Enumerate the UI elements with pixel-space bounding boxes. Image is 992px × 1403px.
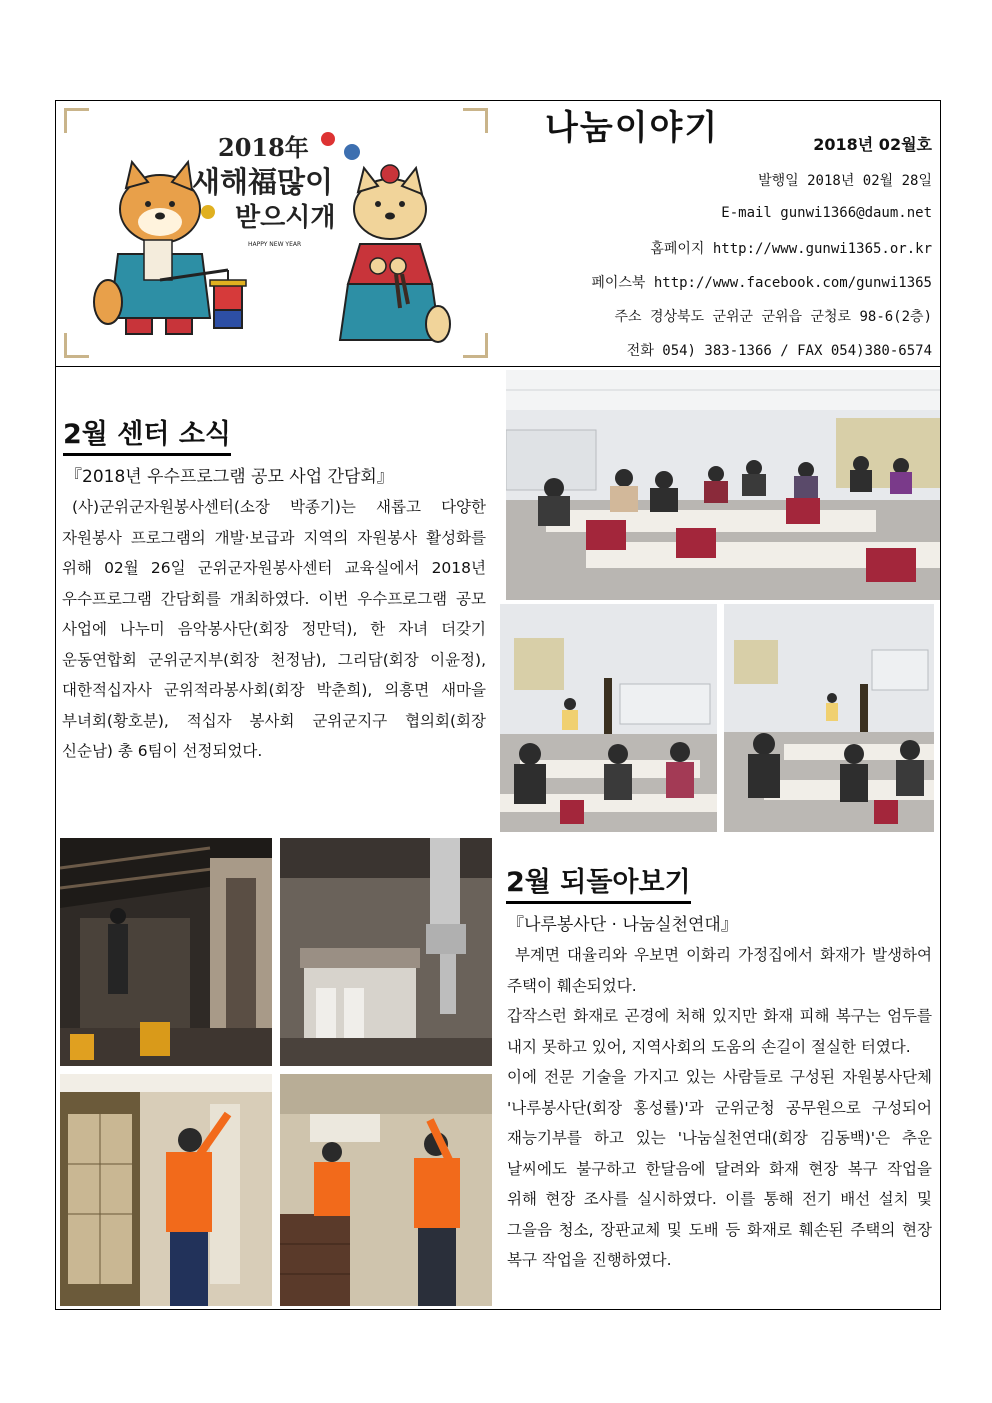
corner-ornament: [463, 108, 488, 133]
email-line: E-mail gunwi1366@daum.net: [721, 205, 932, 221]
section2-title: 2월 되돌아보기: [506, 860, 691, 904]
banner-small-text: HAPPY NEW YEAR: [248, 241, 302, 248]
corner-ornament: [463, 333, 488, 358]
section2-body: [507, 940, 932, 1276]
newsletter-title: 나눔이야기: [545, 108, 720, 148]
banner-line-2: 새해福많이: [192, 165, 334, 199]
fire-damage-photo-2: [280, 838, 492, 1066]
corner-ornament: [64, 108, 89, 133]
banner-year: 2018年: [218, 133, 309, 162]
meeting-photo-main: [506, 370, 940, 600]
publish-date: 발행일 2018년 02월 28일: [758, 173, 932, 189]
phone-fax-line: 전화 054) 383-1366 / FAX 054)380-6574: [626, 343, 932, 359]
issue-label: 2018년 02월호: [813, 135, 932, 154]
address-line: 주소 경상북도 군위군 군위읍 군청로 98-6(2층): [614, 309, 932, 325]
section2-paragraph-1: 부계면 대율리와 우보면 이화리 가정집에서 화재가 발생하여 주택이 훼손되었다.: [507, 946, 932, 995]
section2-paragraph-2: 갑작스런 화재로 곤경에 처해 있지만 화재 피해 복구는 엄두를 내지 못하고 있어, 지역사회의 도움의 손길이 절실한 터였다.: [507, 1007, 932, 1056]
section1-body: [62, 492, 486, 767]
homepage-line: 홈페이지 http://www.gunwi1365.or.kr: [650, 241, 932, 257]
banner-illustration: [60, 104, 492, 362]
meeting-photo-right: [724, 604, 934, 832]
section1-title: 2월 센터 소식: [63, 412, 231, 456]
header-divider: [55, 366, 941, 367]
section2-subtitle: 『나루봉사단 · 나눔실천연대』: [507, 915, 738, 935]
fire-damage-photo-1: [60, 838, 272, 1066]
meeting-photo-left: [500, 604, 717, 832]
repair-work-photo-2: [280, 1074, 492, 1306]
new-year-banner: [60, 104, 492, 362]
section2-paragraph-3: 이에 전문 기술을 가지고 있는 사람들로 구성된 자원봉사단체 '나루봉사단(회장 홍성률)'과 군위군청 공무원으로 구성되어 재능기부를 하고 있는 '나눔실천연대(회장 김동백)'은 추운 날씨에도 불구하고 한달음에 달려와 화재 현장 복구 작업을 위해 현장 조사를 실시하였다. 이를 통해 전기 배선 설치 및 그을음 청소, 장판교체 및 도배 등 화재로 훼손된 주택의 현장 복구 작업을 진행하였다.: [507, 1068, 932, 1269]
dog-right-illustration: [340, 165, 450, 342]
corner-ornament: [64, 333, 89, 358]
facebook-line: 페이스북 http://www.facebook.com/gunwi1365: [591, 275, 932, 291]
banner-line-3: 받으시개: [235, 203, 336, 233]
section1-paragraph: (사)군위군자원봉사센터(소장 박종기)는 새롭고 다양한 자원봉사 프로그램의 개발·보급과 지역의 자원봉사 활성화를 위해 02월 26일 군위군자원봉사센터 교육실에서 2018년 우수프로그램 간담회를 개최하였다. 이번 우수프로그램 공모 사업에 나누미 음악봉사단(회장 정만덕), 한 자녀 더갖기 운동연합회 군위군지부(회장 천정남), 그리담(회장 이윤정), 대한적십자사 군위적라봉사회(회장 박춘희), 의흥면 새마을 부녀회(황호분), 적십자 봉사회 군위군지구 협의회(회장 신순남) 총 6팀이 선정되었다.: [62, 498, 486, 760]
repair-work-photo-1: [60, 1074, 272, 1306]
section1-subtitle: 『2018년 우수프로그램 공모 사업 간담회』: [65, 467, 394, 487]
